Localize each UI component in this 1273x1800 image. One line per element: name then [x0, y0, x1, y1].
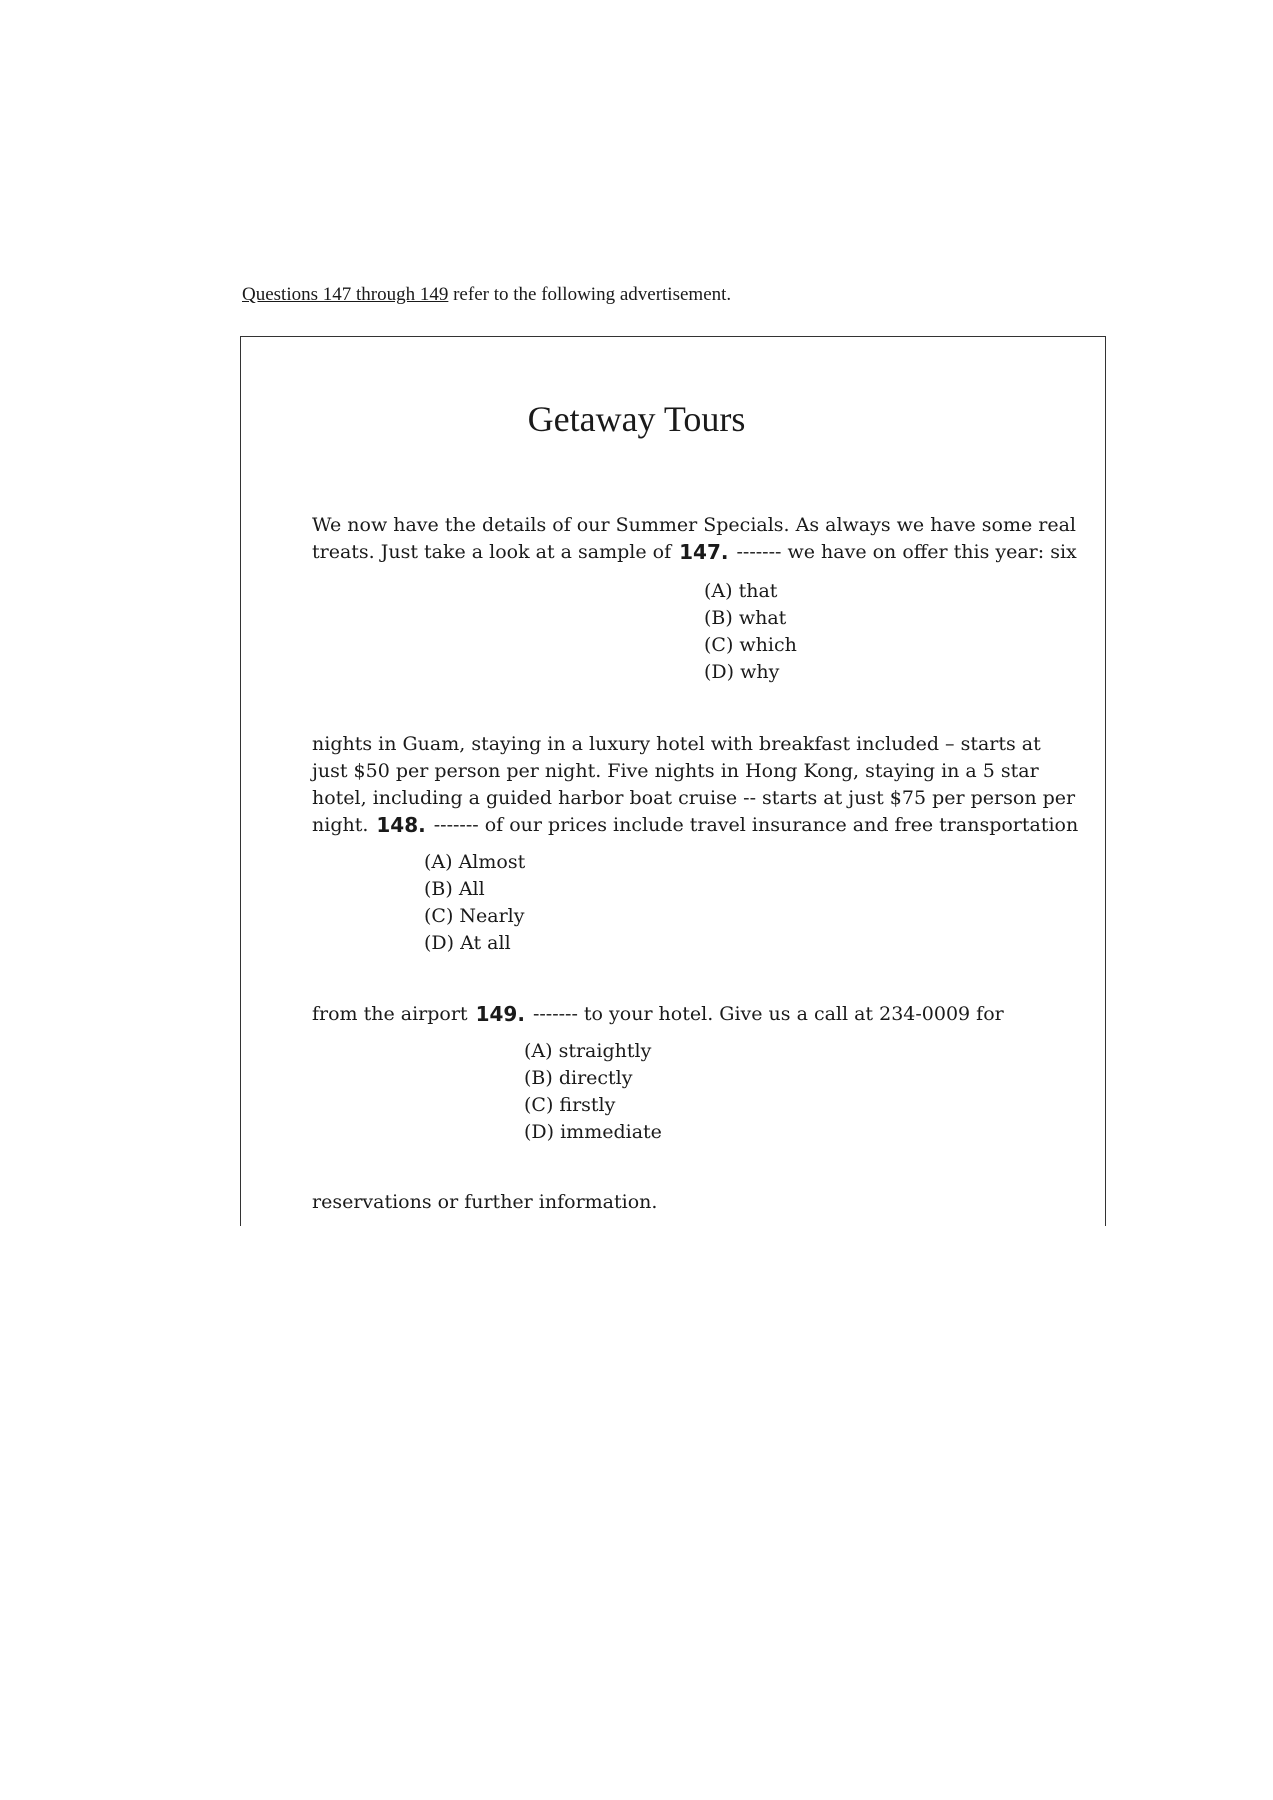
p1-line-2-before: treats. Just take a look at a sample of	[312, 541, 672, 563]
p2-line-3	[312, 785, 1076, 812]
q147-option-a[interactable]: (A) that	[704, 580, 778, 602]
intro-text: refer to the following advertisement.	[453, 284, 732, 305]
p2-line-2-text: just $50 per person per night. Five nights in Hong Kong, staying in a 5 star	[312, 760, 1039, 782]
question-number-149: 149.	[475, 1002, 525, 1026]
question-number-148: 148.	[376, 813, 426, 837]
intro-line	[242, 284, 731, 306]
paragraph-1	[312, 512, 1077, 566]
paragraph-4	[312, 1189, 1038, 1216]
p4-line-1	[312, 1189, 1038, 1216]
q148-option-d[interactable]: (D) At all	[424, 932, 511, 954]
q149-option-a[interactable]: (A) straightly	[524, 1040, 652, 1062]
p2-line-1-text: nights in Guam, staying in a luxury hotel with breakfast included – starts at	[312, 733, 1041, 755]
p4-line-1-text: reservations or further information.	[312, 1191, 658, 1213]
p1-line-2-after: ------- we have on offer this year: six	[736, 541, 1077, 563]
p2-line-2	[312, 758, 1038, 785]
p3-line-1-before: from the airport	[312, 1003, 468, 1025]
q147-option-d[interactable]: (D) why	[704, 661, 780, 683]
p1-line-2	[312, 539, 1077, 566]
q149-option-d[interactable]: (D) immediate	[524, 1121, 662, 1143]
ad-title: Getaway Tours	[527, 399, 746, 439]
p1-line-1-text: We now have the details of our Summer Specials. As always we have some real	[312, 514, 1077, 536]
q148-option-a[interactable]: (A) Almost	[424, 851, 526, 873]
p2-line-3-text: hotel, including a guided harbor boat cruise -- starts at just $75 per person per	[312, 787, 1076, 809]
questions-range: Questions 147 through 149	[242, 284, 449, 305]
q148-options	[424, 849, 525, 957]
q147-options	[704, 578, 797, 686]
p1-line-1	[312, 512, 1077, 539]
q148-option-c[interactable]: (C) Nearly	[424, 905, 525, 927]
q149-option-b[interactable]: (B) directly	[524, 1067, 633, 1089]
p2-line-4-after: ------- of our prices include travel insurance and free transportation	[433, 814, 1079, 836]
q147-option-c[interactable]: (C) which	[704, 634, 797, 656]
p2-line-1	[312, 731, 1041, 758]
paragraph-3	[312, 1001, 1038, 1028]
q148-option-b[interactable]: (B) All	[424, 878, 485, 900]
p3-line-1	[312, 1001, 1038, 1028]
q149-options	[524, 1038, 662, 1146]
q149-option-c[interactable]: (C) firstly	[524, 1094, 616, 1116]
p2-line-4	[312, 812, 1079, 839]
question-number-147: 147.	[679, 540, 729, 564]
paragraph-2	[312, 731, 1079, 839]
p2-line-4-before: night.	[312, 814, 369, 836]
p3-line-1-after: ------- to your hotel. Give us a call at 234-0009 for	[532, 1003, 1004, 1025]
q147-option-b[interactable]: (B) what	[704, 607, 787, 629]
